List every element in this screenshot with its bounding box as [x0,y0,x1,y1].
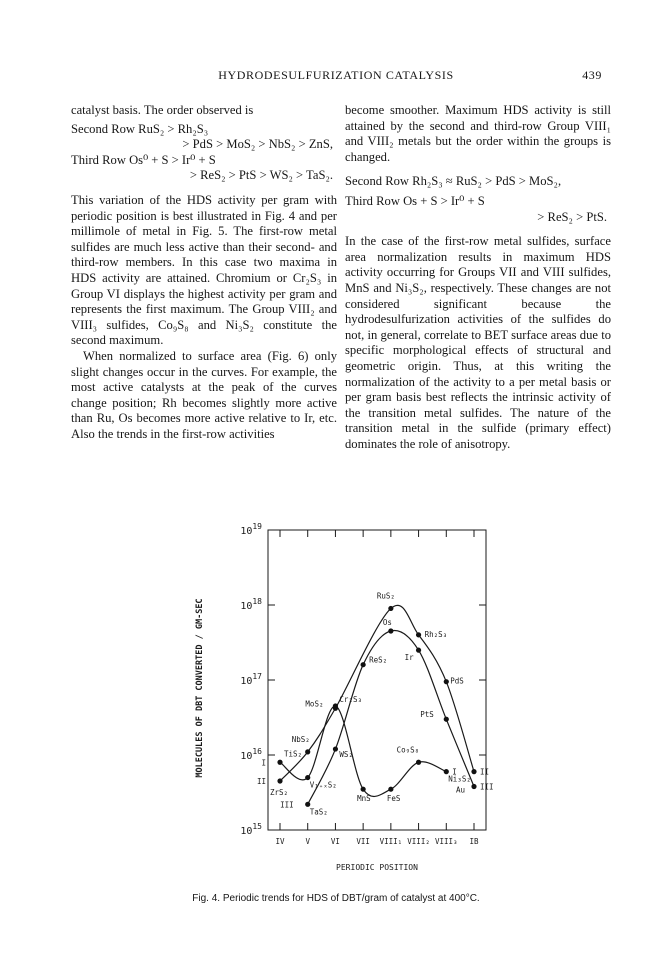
data-label: FeS [386,794,401,804]
running-title: HYDRODESULFURIZATION CATALYSIS [218,68,454,82]
y-tick-label: $10^{18}$ [240,597,262,612]
right-paragraph-1: become smoother. Maximum HDS activity is still attained by the second and third-row Group VIII₁ and VIII₂ metals but the order within the groups is changed. [345,103,611,164]
order-line: > PdS > MoS₂ > NbS₂ > ZnS, [182,137,333,152]
data-label: ZrS₂ [270,788,289,798]
data-point [277,778,282,783]
row-label: I [452,767,457,777]
data-label: Rh₂S₃ [424,629,448,639]
data-label: WS₂ [339,750,353,760]
data-point [444,717,449,722]
page-number: 439 [582,68,602,82]
row-label: II [480,767,490,777]
figure-caption: Fig. 4. Periodic trends for HDS of DBT/gram of catalyst at 400°C. [192,893,480,904]
data-label: MnS [357,794,371,804]
x-tick-label: VIII₁ [379,837,403,846]
data-label: MoS₂ [305,699,324,709]
x-axis-label: PERIODIC POSITION [336,863,418,872]
data-point [388,787,393,792]
activity-order-1 [71,122,337,184]
data-point [444,769,449,774]
left-column [71,103,337,442]
data-label: NbS₂ [291,734,310,744]
data-point [416,648,421,653]
data-label: PdS [450,676,464,686]
order-line: Second Row RuS₂ > Rh₂S₃ [71,121,209,136]
data-label: Au [456,785,466,795]
data-label: Ir [404,653,414,663]
x-tick-label: V [305,837,310,846]
data-point [388,628,393,633]
data-point [471,769,476,774]
y-tick-label: $10^{16}$ [240,747,262,762]
data-label: TaS₂ [309,807,328,817]
data-label: TiS₂ [284,749,303,759]
data-label: Co₉S₈ [396,745,420,755]
data-point [361,787,366,792]
data-point [471,784,476,789]
figure-4 [176,508,516,888]
series-line-first [280,706,446,797]
x-tick-label: VIII₂ [407,837,430,846]
left-paragraph-3: When normalized to surface area (Fig. 6) only slight changes occur in the curves. For example, the most active catalysts at the peak of the curves change position; Rh becomes slightly more active than Ru, Os becomes more active relative to Ir, etc. Also the trends in the first-row activities [71,348,337,441]
data-point [361,662,366,667]
row-label: I [261,758,266,768]
data-point [416,632,421,637]
order-line: > ReS₂ > PtS. [537,209,607,224]
data-point [416,760,421,765]
activity-order-2 [345,174,611,225]
x-tick-label: VI [330,837,340,846]
data-point [305,802,310,807]
data-label: ReS₂ [369,655,388,665]
data-point [333,746,338,751]
left-paragraph-1: catalyst basis. The order observed is [71,103,254,117]
data-label: PtS [420,710,434,720]
data-point [305,775,310,780]
y-axis-label-line1: MOLECULES OF DBT CONVERTED / GM-SEC [195,598,205,778]
row-label: III [480,782,494,792]
data-label: Cr₂S₃ [339,695,363,705]
data-point [333,706,338,711]
order-line: Third Row Os + S > Ir⁰ + S [345,193,485,208]
data-label: V₁₊ₓS₂ [309,780,337,790]
data-point [277,760,282,765]
order-line: Third Row Os⁰ + S > Ir⁰ + S [71,152,216,167]
data-label: RuS₂ [376,591,395,601]
x-tick-label: IV [275,837,285,846]
row-label: III [280,800,294,810]
order-line: Second Row Rh₂S₃ ≈ RuS₂ > PdS > MoS₂, [345,174,562,189]
y-tick-label: $10^{17}$ [240,672,262,687]
data-point [388,606,393,611]
data-label: Ni₃S₂ [448,774,471,784]
data-point [305,749,310,754]
right-column [345,103,611,452]
x-tick-label: VIII₃ [434,837,458,846]
left-paragraph-2: This variation of the HDS activity per gram with periodic position is best illustrated in Fig. 4 and per millimole of metal in Fig. 5. The first-row metal sulfides are much less active than their second- and third-row members. In this case two maxima in HDS activity are attained. Chromium or Cr₂S₃ in Group VI displays the highest activity per gram and represents the first maximum. The Group VIII₂ and VIII₃ sulfides, Co₉S₈ and Ni₃S₂ constitute the second maximum. [71,192,337,348]
data-label: Os [382,618,392,628]
order-line: > ReS₂ > PtS > WS₂ > TaS₂. [189,168,333,183]
data-point [444,679,449,684]
right-paragraph-2: In the case of the first-row metal sulfides, surface area normalization results in maximum HDS activity occurring for Groups VII and VIII sulfides, MnS and Ni₃S₂, respectively. These changes are not considered significant because the hydrodesulfurization activities of the sulfides do not, in general, correlate to BET surface areas due to specific morphological effects of structural and geometric origin. Thus, at this writing the normalization of the activity to a per metal basis or per gram basis best reflects the intrinsic activity of the transition metal sulfides. The nature of the transition metal in the sulfide (primary effect) dominates the role of anisotropy. [345,234,611,451]
y-tick-label: $10^{15}$ [240,822,262,837]
hds-trend-chart [176,508,516,888]
x-tick-label: IB [469,837,479,846]
row-label: II [256,777,266,787]
x-tick-label: VII [356,837,370,846]
y-tick-label: $10^{19}$ [240,522,262,537]
